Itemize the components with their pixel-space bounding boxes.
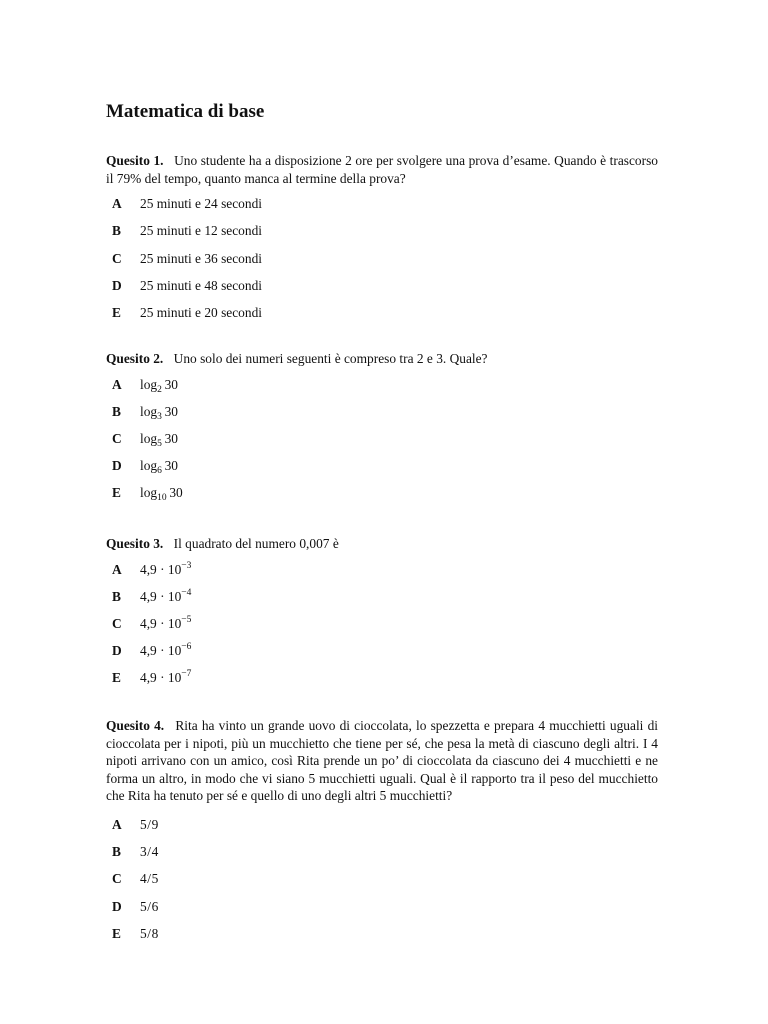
option-a: [106, 376, 658, 403]
option-c: [106, 250, 658, 277]
option-d: [106, 277, 658, 304]
option-b: [106, 403, 658, 430]
option-letter: A: [112, 196, 122, 212]
log-subscript: 6: [157, 466, 162, 477]
option-letter: C: [112, 430, 122, 446]
option-math: [140, 669, 191, 686]
option-b: [106, 588, 658, 615]
option-c: [106, 430, 658, 457]
option-math: [140, 588, 191, 605]
option-e: [106, 669, 658, 696]
question-label: Quesito 2.: [106, 351, 164, 366]
option-letter: E: [112, 925, 121, 941]
option-a: [106, 561, 658, 588]
option-b: [106, 222, 658, 249]
log-argument: 30: [164, 430, 178, 446]
option-letter: A: [112, 561, 122, 577]
option-a: [106, 195, 658, 222]
option-letter: B: [112, 588, 121, 604]
option-letter: B: [112, 403, 121, 419]
option-letter: D: [112, 458, 122, 474]
options-list: [106, 376, 658, 512]
question-1: [106, 152, 658, 331]
question-body: Rita ha vinto un grande uovo di cioccolata, lo spezzetta e prepara 4 mucchietti uguali di cioccolata per i nipoti, più un mucchietto che tiene per sé, che pesa la metà di ciascuno degli altri. I 4 nipoti arrivano con un amico, così Rita prende un po’ di cioccolata da ciascuno dei 4 mucchietti e ne forma un altro, in modo che vi siano 5 mucchietti uguali. Qual è il rapporto tra il peso del mucchietto che Rita ha tenuto per sé e quello di uno degli altri 5 mucchietti?: [106, 718, 658, 804]
option-b: [106, 843, 658, 870]
option-text: 25 minuti e 36 secondi: [140, 250, 262, 266]
option-c: [106, 615, 658, 642]
option-letter: A: [112, 376, 122, 392]
log-base: log: [140, 403, 158, 419]
log-argument: 30: [164, 458, 178, 474]
option-letter: E: [112, 670, 121, 686]
power-base: 4,9 · 10: [140, 588, 182, 604]
option-letter: D: [112, 277, 122, 293]
option-text: 25 minuti e 20 secondi: [140, 304, 262, 320]
option-math: [140, 403, 178, 420]
option-text: 4/5: [140, 871, 159, 887]
option-math: [140, 457, 178, 477]
options-list: [106, 561, 658, 697]
option-math: [140, 615, 191, 632]
option-letter: D: [112, 643, 122, 659]
option-math: [140, 376, 178, 393]
question-2: [106, 350, 658, 512]
question-body: Uno studente ha a disposizione 2 ore per svolgere una prova d’esame. Quando è trascorso il 79% del tempo, quanto manca al termine della prova?: [106, 153, 658, 186]
question-label: Quesito 4.: [106, 718, 165, 733]
question-body: Il quadrato del numero 0,007 è: [173, 536, 339, 551]
options-list: [106, 195, 658, 331]
power-exponent: −3: [181, 560, 192, 571]
option-c: [106, 870, 658, 897]
power-base: 4,9 · 10: [140, 670, 182, 686]
question-4: [106, 717, 658, 952]
question-3: [106, 535, 658, 697]
option-letter: C: [112, 250, 122, 266]
option-letter: B: [112, 844, 121, 860]
log-base: log: [140, 485, 158, 501]
question-text: [106, 717, 658, 805]
option-letter: E: [112, 304, 121, 320]
option-d: [106, 898, 658, 925]
option-e: [106, 304, 658, 331]
option-e: [106, 484, 658, 511]
option-letter: E: [112, 485, 121, 501]
power-base: 4,9 · 10: [140, 643, 182, 659]
option-d: [106, 642, 658, 669]
options-list: [106, 816, 658, 952]
question-label: Quesito 1.: [106, 153, 164, 168]
question-body: Uno solo dei numeri seguenti è compreso tra 2 e 3. Quale?: [173, 351, 488, 366]
log-base: log: [140, 430, 158, 446]
option-math: [140, 484, 183, 504]
question-text: [106, 350, 658, 368]
option-d: [106, 457, 658, 484]
option-math: [140, 430, 178, 447]
option-letter: A: [112, 816, 122, 832]
page-title: Matematica di base: [106, 101, 265, 122]
power-exponent: −6: [181, 642, 192, 653]
log-subscript: 5: [157, 438, 162, 449]
option-math: [140, 642, 191, 659]
option-text: 25 minuti e 24 secondi: [140, 196, 262, 212]
question-label: Quesito 3.: [106, 536, 164, 551]
power-base: 4,9 · 10: [140, 615, 182, 631]
power-base: 4,9 · 10: [140, 561, 182, 577]
log-subscript: 10: [157, 493, 167, 504]
option-text: 25 minuti e 48 secondi: [140, 277, 262, 293]
log-argument: 30: [164, 376, 178, 392]
option-text: 5/9: [140, 816, 159, 832]
log-argument: 30: [164, 403, 178, 419]
power-exponent: −7: [181, 669, 192, 680]
option-math: [140, 561, 191, 578]
option-text: 3/4: [140, 844, 159, 860]
power-exponent: −4: [181, 587, 192, 598]
option-text: 5/8: [140, 925, 159, 941]
log-base: log: [140, 458, 158, 474]
option-text: 25 minuti e 12 secondi: [140, 223, 262, 239]
log-subscript: 2: [157, 384, 162, 395]
option-letter: D: [112, 898, 122, 914]
option-text: 5/6: [140, 898, 159, 914]
question-text: [106, 535, 658, 553]
option-letter: C: [112, 615, 122, 631]
option-e: [106, 925, 658, 952]
power-exponent: −5: [181, 614, 192, 625]
log-argument: 30: [169, 485, 183, 501]
option-letter: C: [112, 871, 122, 887]
log-subscript: 3: [157, 411, 162, 422]
option-a: [106, 816, 658, 843]
question-text: [106, 152, 658, 187]
log-base: log: [140, 376, 158, 392]
option-letter: B: [112, 223, 121, 239]
